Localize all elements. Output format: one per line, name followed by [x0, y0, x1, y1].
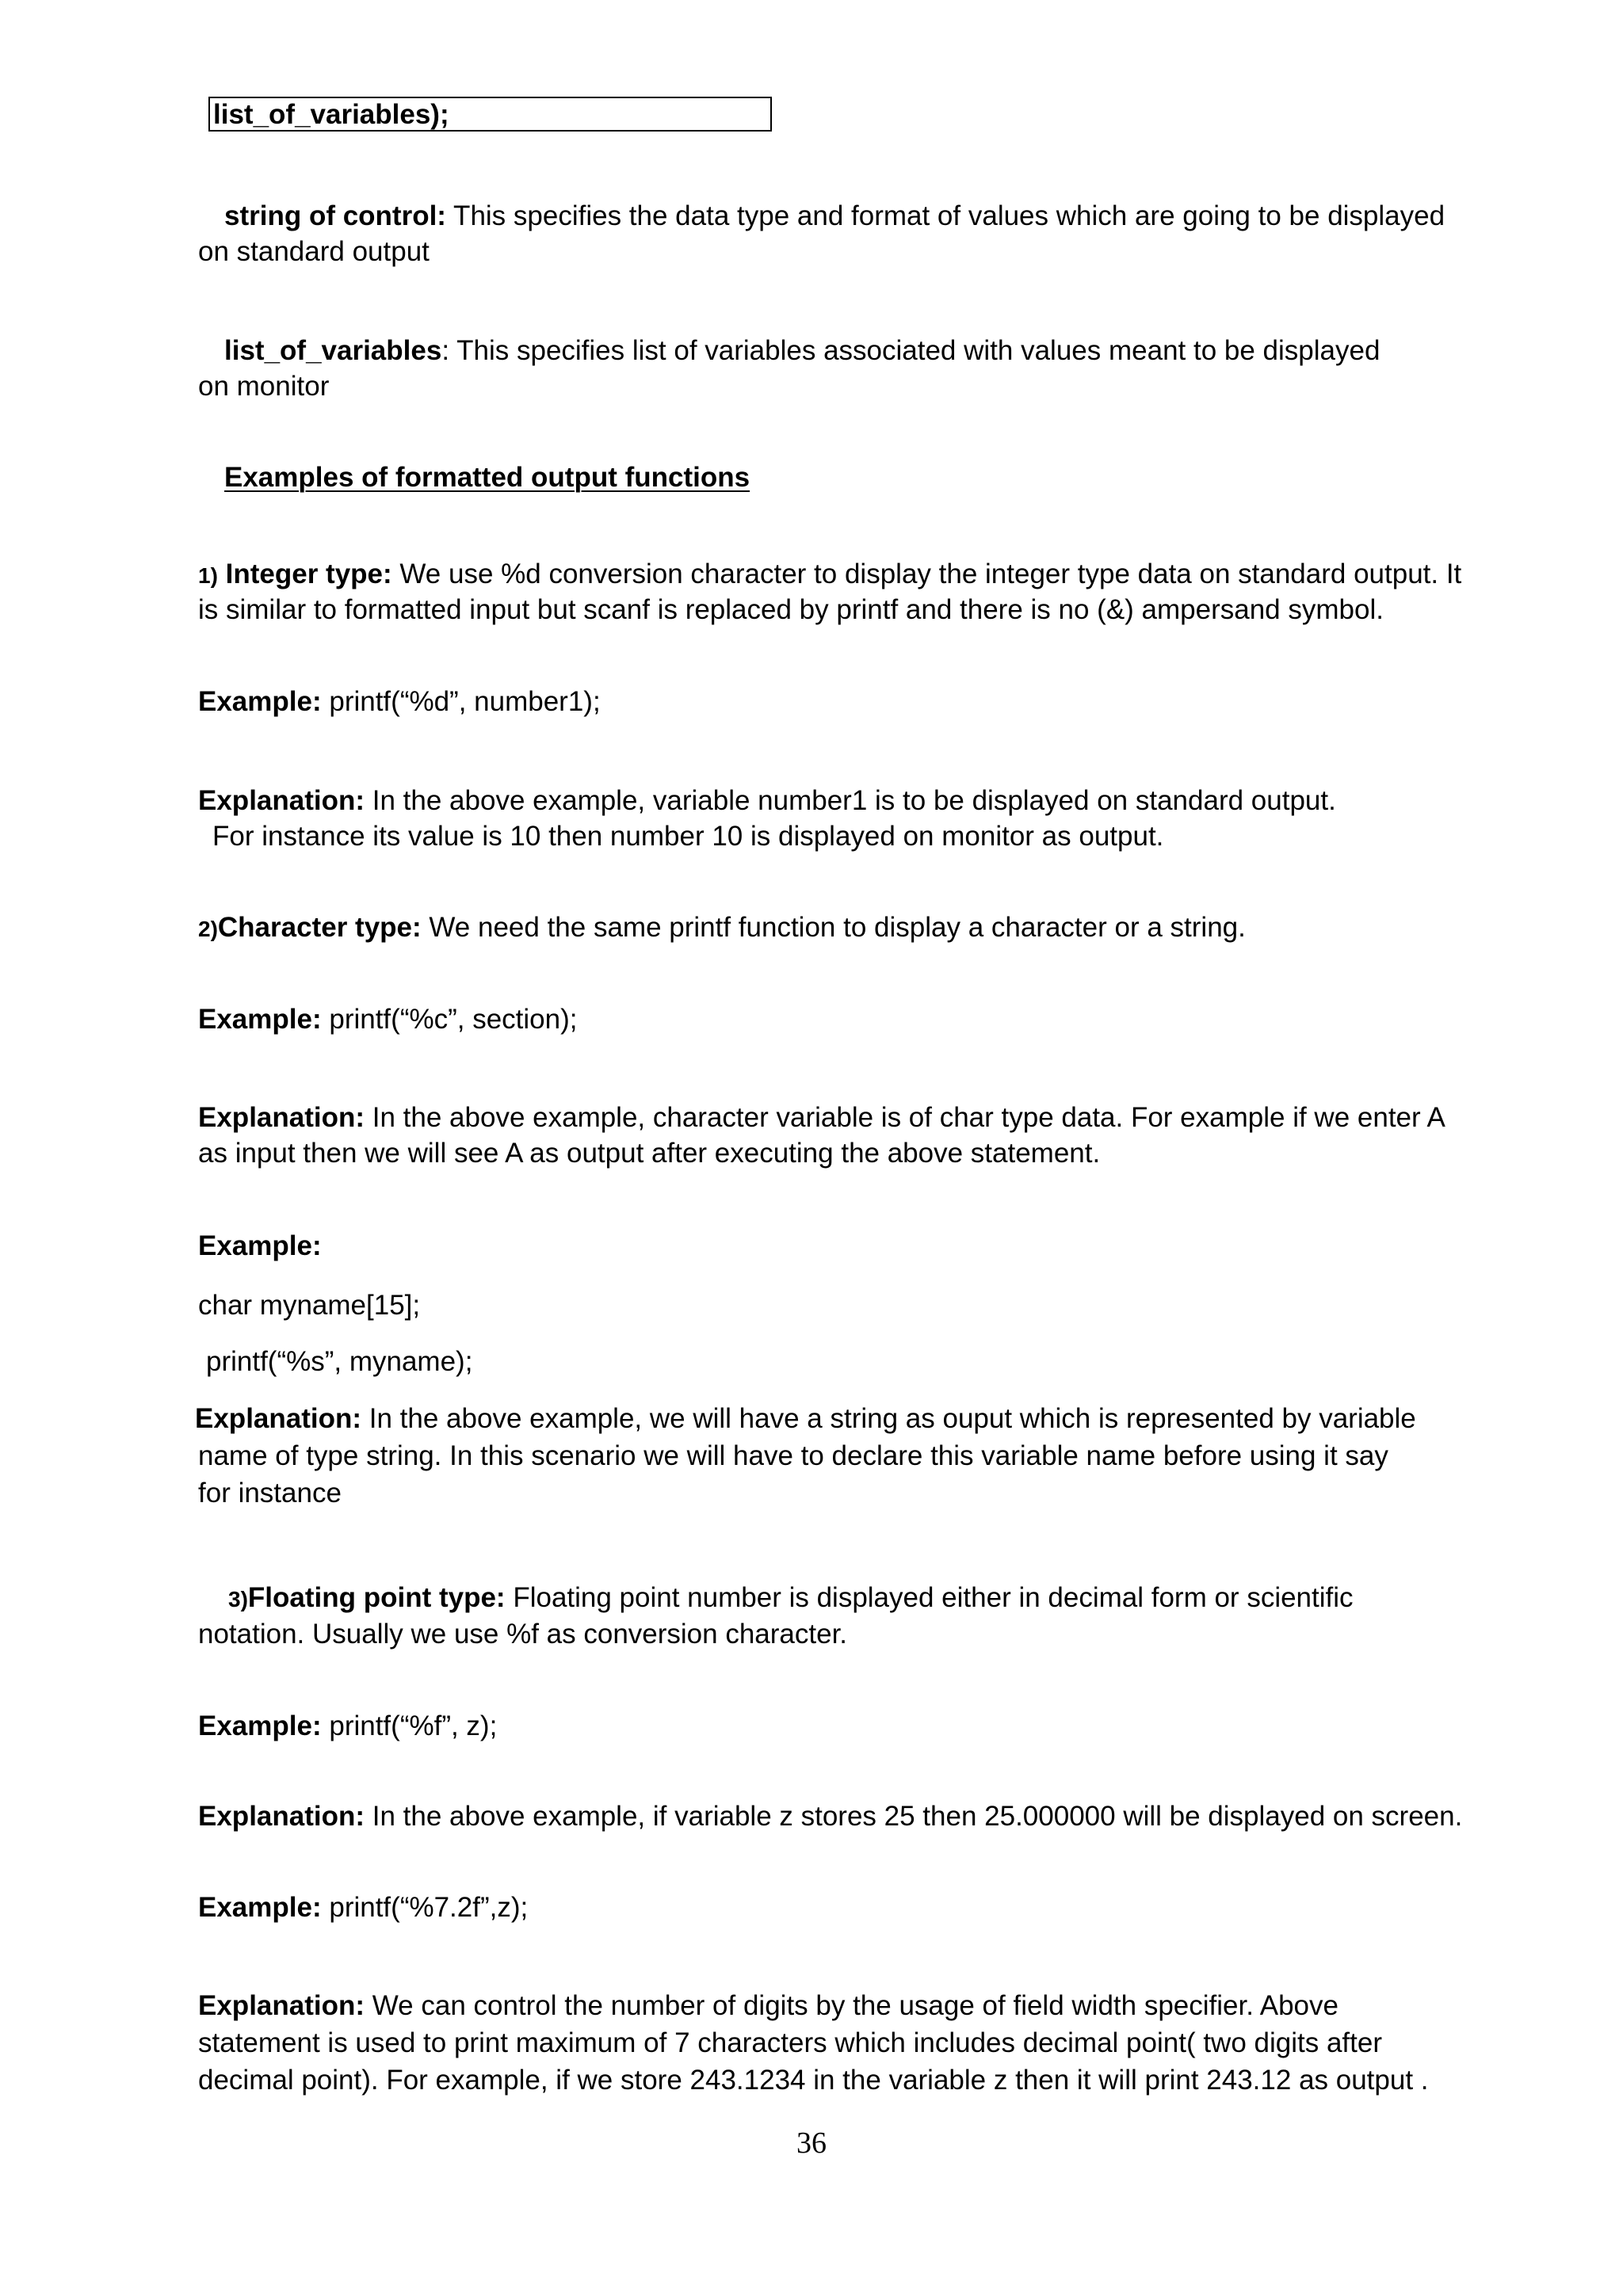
character-explanation-line1 — [198, 1100, 1445, 1135]
character-explanation2-line3: for instance — [198, 1478, 342, 1508]
character-example — [198, 1001, 577, 1037]
floating-type-line1 — [228, 1580, 1354, 1617]
character-explanation2-text: In the above example, we will have a string as ouput which is represented by variable — [361, 1403, 1416, 1434]
character-explanation2-line1 — [195, 1401, 1416, 1436]
floating-explanation2-line1 — [198, 1988, 1338, 2023]
list-of-variables-line2: on monitor — [198, 371, 330, 402]
character-example2-label: Example: — [198, 1230, 322, 1261]
character-example-code: printf(“%c”, section); — [321, 1004, 578, 1035]
integer-explanation-text: In the above example, variable number1 is to be displayed on standard output. — [365, 785, 1336, 816]
floating-explanation2-text: We can control the number of digits by the usage of field width specifier. Above — [365, 1990, 1338, 2021]
character-type-line1 — [198, 910, 1246, 947]
floating-explanation2-label: Explanation: — [198, 1990, 365, 2021]
floating-explanation-text: In the above example, if variable z stores 25 then 25.000000 will be displayed on screen. — [365, 1801, 1463, 1832]
character-type-number: 2) — [198, 917, 218, 941]
code-box — [208, 97, 772, 132]
floating-example-label: Example: — [198, 1711, 322, 1741]
floating-example2-code: printf(“%7.2f”,z); — [321, 1892, 529, 1923]
character-explanation-text: In the above example, character variable is of char type data. For example if we enter A — [365, 1102, 1445, 1133]
string-of-control-text: This specifies the data type and format of values which are going to be displayed — [445, 200, 1445, 231]
code-box-text: list_of_variables); — [213, 99, 449, 130]
character-type-term: Character type: — [217, 912, 422, 943]
floating-example2-label: Example: — [198, 1892, 322, 1923]
floating-explanation-label: Explanation: — [198, 1801, 365, 1832]
integer-type-text: We use %d conversion character to display the integer type data on standard output. It — [391, 559, 1462, 589]
integer-example-label: Example: — [198, 686, 322, 717]
list-of-variables-text: : This specifies list of variables associated with values meant to be displayed — [441, 335, 1381, 366]
integer-explanation-line1 — [198, 783, 1336, 818]
floating-type-number: 3) — [228, 1587, 248, 1611]
string-of-control-term: string of control: — [224, 200, 446, 231]
string-of-control-line2: on standard output — [198, 236, 430, 267]
floating-explanation2-line3: decimal point). For example, if we store 243.1234 in the variable z then it will print 243.12 as output . — [198, 2065, 1429, 2096]
page-number: 36 — [796, 2126, 827, 2160]
character-explanation-line2: as input then we will see A as output after executing the above statement. — [198, 1138, 1101, 1169]
list-of-variables-line1 — [224, 333, 1380, 368]
integer-example-code: printf(“%d”, number1); — [321, 686, 601, 717]
integer-type-term: Integer type: — [217, 559, 392, 589]
character-explanation2-label: Explanation: — [195, 1403, 362, 1434]
integer-type-number: 1) — [198, 563, 218, 588]
character-example-label: Example: — [198, 1004, 322, 1035]
list-of-variables-term: list_of_variables — [224, 335, 442, 366]
floating-example-code: printf(“%f”, z); — [321, 1711, 498, 1741]
floating-type-term: Floating point type: — [247, 1582, 506, 1613]
character-code-line1: char myname[15]; — [198, 1290, 421, 1321]
section-heading: Examples of formatted output functions — [224, 462, 750, 493]
integer-example — [198, 684, 601, 719]
floating-explanation2-line2: statement is used to print maximum of 7 characters which includes decimal point( two digits after — [198, 2027, 1382, 2058]
floating-explanation-line1 — [198, 1798, 1462, 1834]
integer-type-line2: is similar to formatted input but scanf is replaced by printf and there is no (&) ampersand symbol. — [198, 594, 1384, 625]
floating-example2 — [198, 1890, 528, 1925]
floating-type-line2: notation. Usually we use %f as conversion character. — [198, 1619, 848, 1650]
string-of-control-line1 — [224, 198, 1445, 234]
character-explanation-label: Explanation: — [198, 1102, 365, 1133]
integer-explanation-label: Explanation: — [198, 785, 365, 816]
floating-type-text: Floating point number is displayed either in decimal form or scientific — [505, 1582, 1354, 1613]
integer-type-line1 — [198, 556, 1461, 593]
integer-explanation-line2: For instance its value is 10 then number 10 is displayed on monitor as output. — [212, 821, 1164, 852]
floating-example — [198, 1708, 497, 1744]
character-code-line2: printf(“%s”, myname); — [206, 1346, 473, 1377]
character-type-text: We need the same printf function to display a character or a string. — [421, 912, 1246, 943]
character-explanation2-line2: name of type string. In this scenario we will have to declare this variable name before using it say — [198, 1440, 1388, 1471]
